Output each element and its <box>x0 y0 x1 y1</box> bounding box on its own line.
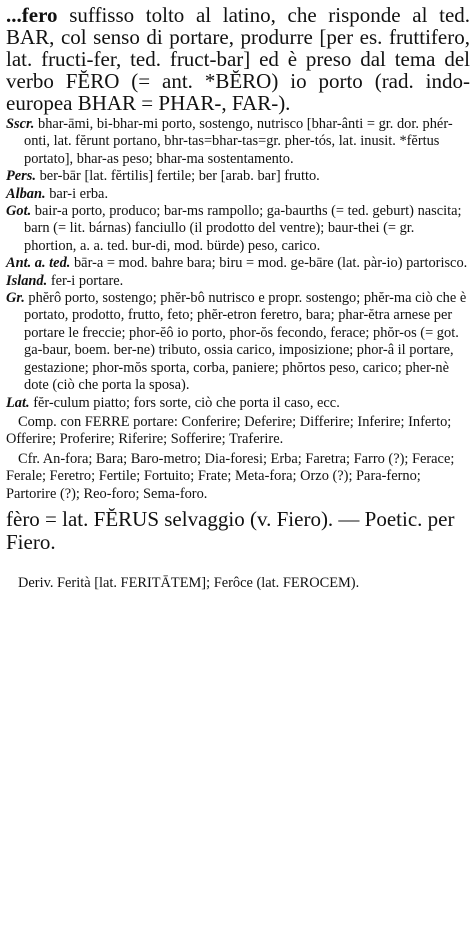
language-label: Sscr. <box>6 116 35 132</box>
etymology-text: phĕrô porto, sostengo; phĕr-bô nutrisco e propr. sostengo; phĕr-ma ciò che è portato, prodotto, frutto, feto; phĕr-etron feretro, bara; phar-ĕtra arnese per portare le freccie; phor-ĕô io porto, phor-ŏs fecondo, ferace; phŏr-os (= got. ga-baur, boem. ber-ne) tributo, ossia carico, imposizione; phor-â il portare, gestazione; phor-mŏs sporta, corba, paniere; phŏrtos peso, carico; pher-nè dote (ciò che porta la sposa). <box>24 290 467 394</box>
suffix-definition: suffisso tolto al latino, che risponde al ted. BAR, col senso di portare, produrre [per es. fruttifero, lat. fructi-fer, ted. fruct-bar] ed è preso dal tema del verbo FĔRO (= ant. *BĔRO) io porto (rad. indo-europea BHAR = PHAR-, FAR-). <box>6 3 471 115</box>
etymology-text: fĕr-culum piatto; fors sorte, ciò che porta il caso, ecc. <box>33 394 340 411</box>
etymology-text: ber-bār [lat. fĕrtilis] fertile; ber [arab. bar] frutto. <box>39 168 320 185</box>
cross-references-text: Cfr. An-fora; Bara; Baro-metro; Dia-foresi; Erba; Faretra; Farro (?); Ferace; Ferale; Feretro; Fertile; Fortuito; Frate; Meta-fora; Orzo (?); Para-ferno; Partorire (?); Reo-foro; Sema-foro. <box>6 450 455 502</box>
language-label: Gr. <box>6 290 25 307</box>
etymology-latin <box>6 395 470 412</box>
etymology-albanian <box>6 186 470 203</box>
derivatives-paragraph <box>6 575 470 592</box>
language-label: Island. <box>6 272 48 289</box>
language-label: Ant. a. ted. <box>6 255 71 272</box>
cross-references-paragraph <box>6 451 470 503</box>
compounds-text: Comp. con FERRE portare: Conferire; Deferire; Differire; Inferire; Inferto; Offerire; Proferire; Riferire; Sofferire; Traferire. <box>6 413 452 448</box>
etymology-persian <box>6 168 470 185</box>
etymology-greek <box>6 290 470 394</box>
etymology-list <box>6 116 470 412</box>
entry-fero-suffix <box>6 4 470 114</box>
fero-adjective-definition: fèro = lat. FĔRUS selvaggio (v. Fiero). — Poetic. per Fiero. <box>6 506 455 554</box>
etymology-sanskrit <box>6 116 470 168</box>
language-label: Alban. <box>6 185 46 202</box>
language-label: Lat. <box>6 394 30 411</box>
language-label: Pers. <box>6 168 36 185</box>
headword: ...fero <box>6 3 58 27</box>
etymology-text: bhar-āmi, bi-bhar-mi porto, sostengo, nutrisco [bhar-ânti = gr. dor. phér-onti, lat. fĕrunt portano, bhr-tas=bhar-tas=gr. pher-tós, lat. inusit. *fĕrtus portato], bhar-as peso; bhar-ma sostentamento. <box>24 116 453 167</box>
etymology-gothic <box>6 203 470 255</box>
etymology-text: bair-a porto, produco; bar-ms rampollo; ga-baurths (= ted. geburt) nascita; barn (= lit. bárnas) fanciullo (il prodotto del ventre); baur-thei (= gr. phortion, a. a. ted. bur-di, mod. bürde) peso, carico. <box>24 203 462 254</box>
etymology-old-high-german <box>6 255 470 272</box>
entry-fero-adjective <box>6 508 470 554</box>
compounds-paragraph <box>6 414 470 449</box>
etymology-text: bār-a = mod. bahre bara; biru = mod. ge-bāre (lat. pàr-io) partorisco. <box>73 255 468 272</box>
etymology-text: fer-i portare. <box>50 272 124 289</box>
derivatives-text: Deriv. Ferità [lat. FERITĀTEM]; Ferôce (lat. FEROCEM). <box>18 574 360 591</box>
etymology-text: bar-i erba. <box>49 185 109 202</box>
language-label: Got. <box>6 203 32 220</box>
etymology-icelandic <box>6 273 470 290</box>
